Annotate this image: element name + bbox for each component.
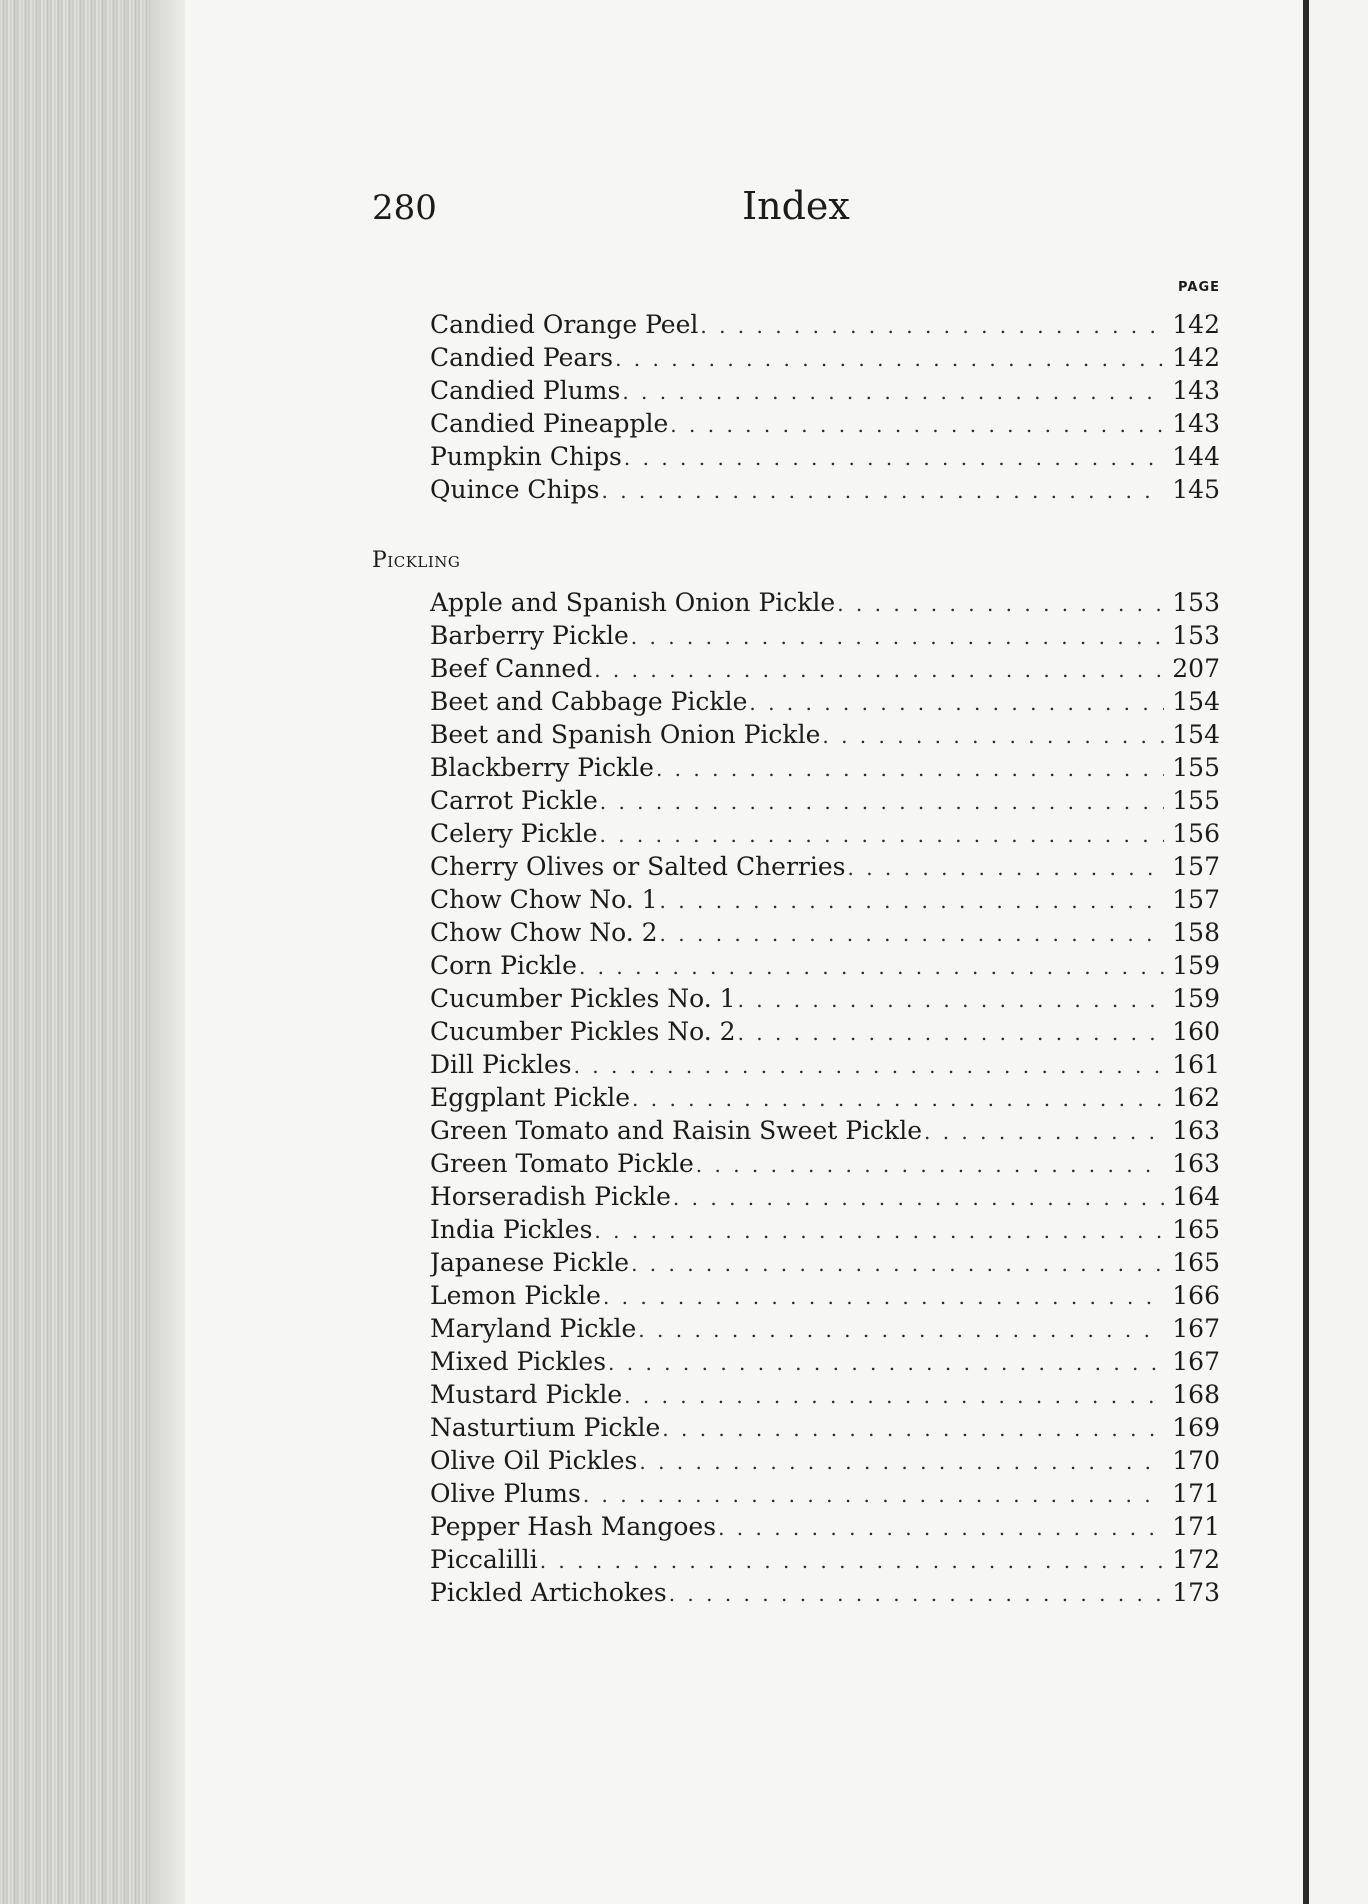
index-entry — [430, 1248, 1220, 1281]
index-entry-label: Lemon Pickle — [430, 1281, 601, 1310]
dot-leader — [602, 479, 1165, 503]
index-entry-page-number: 169 — [1172, 1413, 1220, 1442]
index-entry-page-number: 143 — [1172, 409, 1220, 438]
index-entry — [430, 1446, 1220, 1479]
index-entry-label: Quince Chips — [430, 475, 600, 504]
index-entry-page-number: 154 — [1172, 720, 1220, 749]
index-entry-page-number: 159 — [1172, 951, 1220, 980]
index-entry — [430, 1512, 1220, 1545]
index-entry-page-number: 142 — [1172, 343, 1220, 372]
index-entry-label: Olive Plums — [430, 1479, 581, 1508]
index-entry-label: Candied Plums — [430, 376, 621, 405]
index-entry-page-number: 163 — [1172, 1149, 1220, 1178]
index-entry-page-number: 164 — [1172, 1182, 1220, 1211]
dot-leader — [603, 1285, 1164, 1309]
index-entry — [430, 918, 1220, 951]
index-entry — [430, 951, 1220, 984]
index-entry-page-number: 153 — [1172, 621, 1220, 650]
index-entry-page-number: 172 — [1172, 1545, 1220, 1574]
index-entry — [430, 621, 1220, 654]
index-entry — [430, 687, 1220, 720]
index-entry — [430, 1017, 1220, 1050]
index-entry-label: Candied Pears — [430, 343, 614, 372]
dot-leader — [624, 1384, 1164, 1408]
dot-leader — [738, 988, 1164, 1012]
index-entry-label: Beef Canned — [430, 654, 593, 683]
index-entry-label: Blackberry Pickle — [430, 753, 654, 782]
index-entry — [430, 343, 1220, 376]
index-entry-page-number: 167 — [1172, 1314, 1220, 1343]
index-entry-label: Maryland Pickle — [430, 1314, 637, 1343]
dot-leader — [540, 1549, 1164, 1573]
index-entry-label: Green Tomato and Raisin Sweet Pickle — [430, 1116, 922, 1145]
dot-leader — [848, 856, 1165, 880]
dot-leader — [594, 658, 1164, 682]
index-entry-label: Beet and Spanish Onion Pickle — [430, 720, 821, 749]
index-entry — [430, 1347, 1220, 1380]
page-header — [372, 184, 1220, 236]
page-number: 280 — [372, 188, 437, 228]
dot-leader — [583, 1483, 1164, 1507]
index-entry-label: Green Tomato Pickle — [430, 1149, 694, 1178]
index-entry-page-number: 168 — [1172, 1380, 1220, 1409]
dot-leader — [670, 413, 1164, 437]
facing-page — [1309, 0, 1368, 1904]
index-entry-page-number: 154 — [1172, 687, 1220, 716]
index-entry-page-number: 143 — [1172, 376, 1220, 405]
index-entry — [430, 852, 1220, 885]
index-entry-page-number: 161 — [1172, 1050, 1220, 1079]
index-entry-label: Candied Orange Peel — [430, 310, 699, 339]
dot-leader — [662, 1417, 1164, 1441]
index-entry-page-number: 160 — [1172, 1017, 1220, 1046]
dot-leader — [631, 625, 1164, 649]
dot-leader — [837, 592, 1164, 616]
index-entry-label: Barberry Pickle — [430, 621, 629, 650]
dot-leader — [608, 1351, 1164, 1375]
index-entry-label: Cherry Olives or Salted Cherries — [430, 852, 846, 881]
dot-leader — [615, 347, 1164, 371]
index-entry-page-number: 144 — [1172, 442, 1220, 471]
index-entry-page-number: 170 — [1172, 1446, 1220, 1475]
index-entry-label: Carrot Pickle — [430, 786, 598, 815]
dot-leader — [624, 446, 1164, 470]
index-entry — [430, 1413, 1220, 1446]
index-entry-label: Japanese Pickle — [430, 1248, 630, 1277]
index-entry — [430, 984, 1220, 1017]
dot-leader — [696, 1153, 1164, 1177]
index-entry-label: Pickled Artichokes — [430, 1578, 667, 1607]
index-entry-page-number: 153 — [1172, 588, 1220, 617]
index-entry-label: Corn Pickle — [430, 951, 577, 980]
index-entry-page-number: 155 — [1172, 786, 1220, 815]
index-entry-page-number: 167 — [1172, 1347, 1220, 1376]
dot-leader — [600, 790, 1164, 814]
index-entry-label: Cucumber Pickles No. 2 — [430, 1017, 736, 1046]
index-entry — [430, 1545, 1220, 1578]
dot-leader — [700, 314, 1164, 338]
index-entry — [430, 885, 1220, 918]
dot-leader — [579, 955, 1164, 979]
index-entry-label: Horseradish Pickle — [430, 1182, 671, 1211]
index-entry-label: Pepper Hash Mangoes — [430, 1512, 717, 1541]
book-page-edges — [0, 0, 185, 1904]
dot-leader — [656, 757, 1164, 781]
page-title: Index — [742, 184, 850, 228]
index-entry — [430, 1215, 1220, 1248]
dot-leader — [639, 1450, 1164, 1474]
dot-leader — [631, 1252, 1164, 1276]
index-group-pickling — [430, 588, 1220, 1611]
index-entry-page-number: 157 — [1172, 852, 1220, 881]
index-entry — [430, 1281, 1220, 1314]
index-entry — [430, 654, 1220, 687]
index-entry — [430, 310, 1220, 343]
index-entry-page-number: 159 — [1172, 984, 1220, 1013]
dot-leader — [718, 1516, 1164, 1540]
index-entry-label: Chow Chow No. 2 — [430, 918, 658, 947]
dot-leader — [660, 922, 1164, 946]
index-entry — [430, 1479, 1220, 1512]
index-entry — [430, 409, 1220, 442]
index-entry-page-number: 157 — [1172, 885, 1220, 914]
index-entry — [430, 1083, 1220, 1116]
dot-leader — [660, 889, 1164, 913]
dot-leader — [669, 1582, 1164, 1606]
dot-leader — [594, 1219, 1164, 1243]
dot-leader — [574, 1054, 1164, 1078]
index-entry — [430, 1578, 1220, 1611]
index-entry — [430, 475, 1220, 508]
index-entry-label: Apple and Spanish Onion Pickle — [430, 588, 836, 617]
index-entry-label: Olive Oil Pickles — [430, 1446, 638, 1475]
dot-leader — [622, 380, 1164, 404]
index-entry-label: Chow Chow No. 1 — [430, 885, 658, 914]
index-entry — [430, 753, 1220, 786]
index-entry-page-number: 207 — [1172, 654, 1220, 683]
dot-leader — [638, 1318, 1164, 1342]
dot-leader — [822, 724, 1164, 748]
index-entry-label: Eggplant Pickle — [430, 1083, 631, 1112]
index-entry-page-number: 166 — [1172, 1281, 1220, 1310]
index-entry-label: Nasturtium Pickle — [430, 1413, 661, 1442]
index-entry-page-number: 145 — [1172, 475, 1220, 504]
index-entry — [430, 819, 1220, 852]
index-entry-page-number: 171 — [1172, 1512, 1220, 1541]
index-entry-label: Piccalilli — [430, 1545, 538, 1574]
index-entry-page-number: 155 — [1172, 753, 1220, 782]
index-entry — [430, 1314, 1220, 1347]
index-entry-label: Celery Pickle — [430, 819, 598, 848]
index-entry-page-number: 162 — [1172, 1083, 1220, 1112]
index-entry — [430, 1116, 1220, 1149]
index-entry-page-number: 156 — [1172, 819, 1220, 848]
index-entry-label: Candied Pineapple — [430, 409, 669, 438]
index-entry-page-number: 171 — [1172, 1479, 1220, 1508]
index-entry-label: Pumpkin Chips — [430, 442, 622, 471]
index-entry-label: Cucumber Pickles No. 1 — [430, 984, 736, 1013]
index-entry — [430, 1380, 1220, 1413]
dot-leader — [600, 823, 1165, 847]
index-entry-page-number: 142 — [1172, 310, 1220, 339]
index-entry-label: Beet and Cabbage Pickle — [430, 687, 748, 716]
index-entry — [430, 1050, 1220, 1083]
index-entry-page-number: 165 — [1172, 1248, 1220, 1277]
index-entry-label: India Pickles — [430, 1215, 593, 1244]
dot-leader — [632, 1087, 1164, 1111]
dot-leader — [749, 691, 1164, 715]
index-entry — [430, 720, 1220, 753]
page-column-heading: PAGE — [1178, 280, 1220, 295]
dot-leader — [924, 1120, 1164, 1144]
index-entry-page-number: 173 — [1172, 1578, 1220, 1607]
index-entry-label: Mustard Pickle — [430, 1380, 623, 1409]
index-entry-page-number: 158 — [1172, 918, 1220, 947]
dot-leader — [673, 1186, 1164, 1210]
index-entry — [430, 1149, 1220, 1182]
index-entry-label: Mixed Pickles — [430, 1347, 607, 1376]
dot-leader — [738, 1021, 1164, 1045]
index-entry — [430, 786, 1220, 819]
index-entry-page-number: 163 — [1172, 1116, 1220, 1145]
index-entry — [430, 1182, 1220, 1215]
index-entry-label: Dill Pickles — [430, 1050, 572, 1079]
index-entry-page-number: 165 — [1172, 1215, 1220, 1244]
index-entry — [430, 376, 1220, 409]
index-group-candied — [430, 310, 1220, 508]
index-entry — [430, 588, 1220, 621]
index-entry — [430, 442, 1220, 475]
section-heading-pickling: Pickling — [372, 548, 461, 573]
